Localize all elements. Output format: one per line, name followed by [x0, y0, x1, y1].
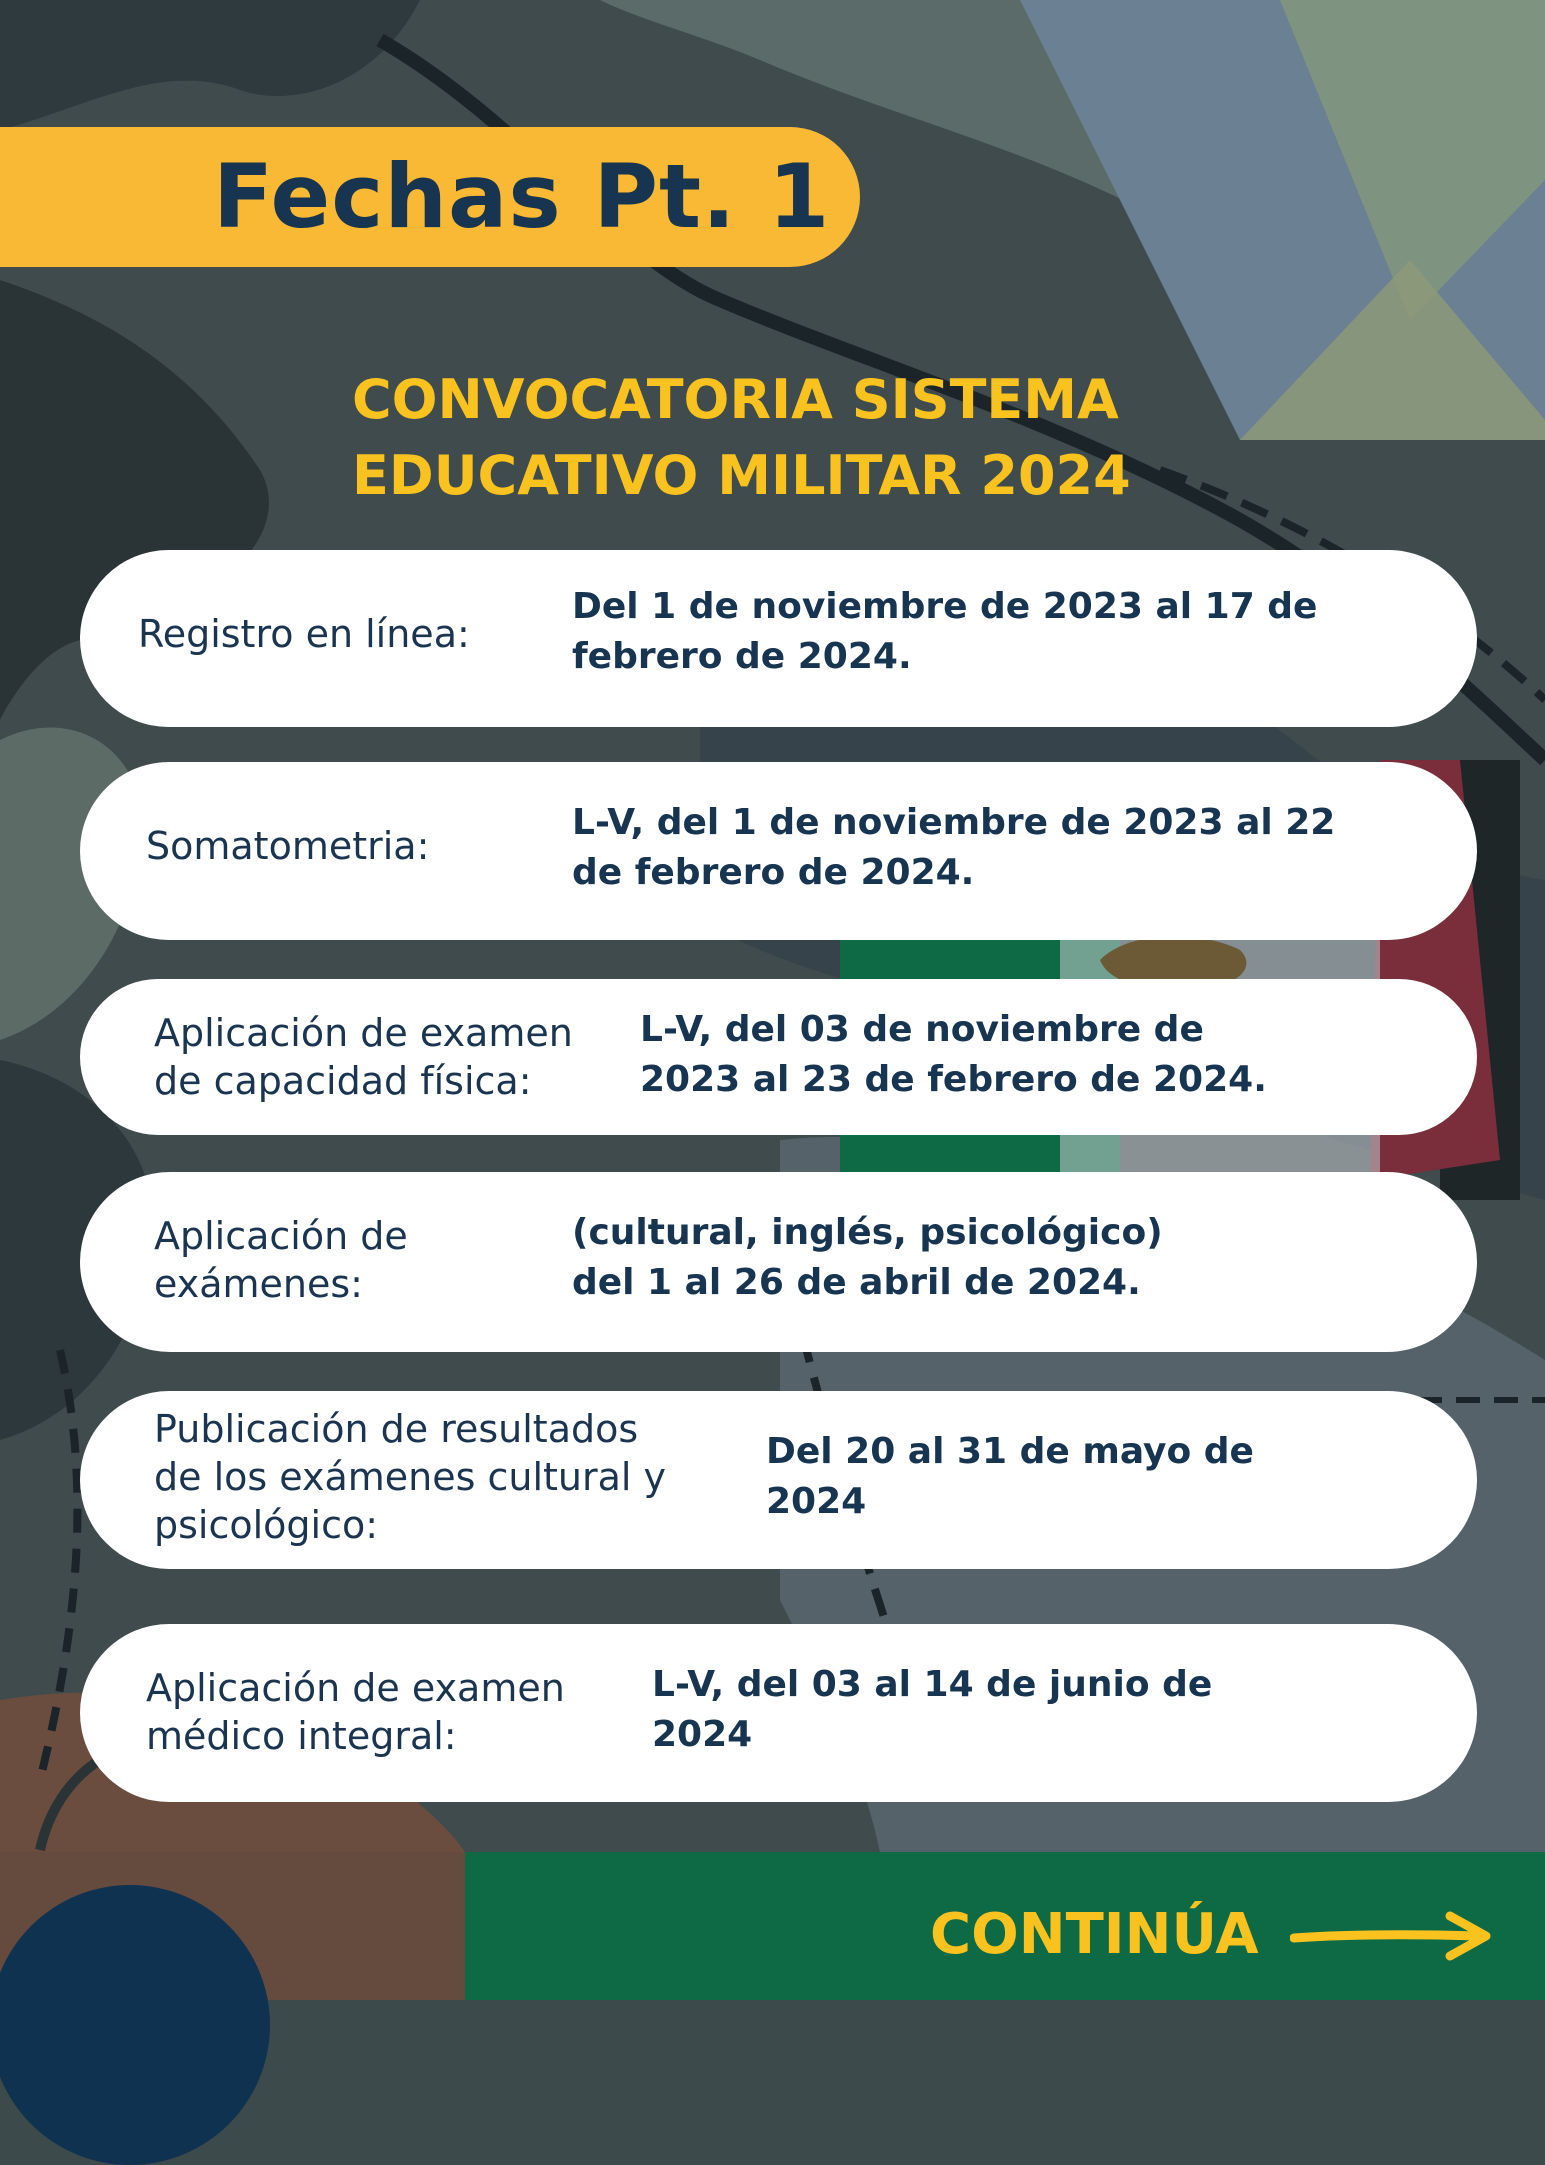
date-card-label: Registro en línea: [138, 612, 470, 656]
continue-link[interactable]: CONTINÚA [930, 1902, 1259, 1967]
date-card-medico [80, 1624, 1477, 1802]
page-title: Fechas Pt. 1 [213, 145, 831, 248]
date-card-resultados [80, 1391, 1477, 1569]
date-card-value: Del 1 de noviembre de 2023 al 17 de febrero de 2024. [572, 586, 1318, 677]
date-card-examenes [80, 1172, 1477, 1352]
date-card-value: L-V, del 03 de noviembre de 2023 al 23 de febrero de 2024. [640, 1009, 1267, 1100]
arrow-right-icon[interactable] [1290, 1908, 1495, 1964]
date-card-label: Aplicación de examen médico integral: [146, 1666, 565, 1758]
date-card-value: (cultural, inglés, psicológico) del 1 al 26 de abril de 2024. [572, 1212, 1163, 1303]
footer-circle-decoration [0, 1885, 270, 2165]
date-card-value: L-V, del 03 al 14 de junio de 2024 [652, 1664, 1213, 1755]
date-card-registro [80, 550, 1477, 727]
date-card-label: Somatometria: [146, 824, 430, 868]
subtitle [352, 362, 1352, 514]
date-card-value: Del 20 al 31 de mayo de 2024 [766, 1431, 1254, 1522]
subtitle-line-2: EDUCATIVO MILITAR 2024 [352, 444, 1131, 507]
date-card-examen-fisico [80, 979, 1477, 1135]
date-card-value: L-V, del 1 de noviembre de 2023 al 22 de febrero de 2024. [572, 802, 1336, 893]
date-card-label: Aplicación de examen de capacidad física: [154, 1011, 573, 1103]
date-card-label: Aplicación de exámenes: [154, 1214, 408, 1306]
subtitle-line-1: CONVOCATORIA SISTEMA [352, 368, 1119, 431]
date-card-label: Publicación de resultados de los exámenes cultural y psicológico: [154, 1407, 667, 1547]
date-card-somatometria [80, 762, 1477, 940]
